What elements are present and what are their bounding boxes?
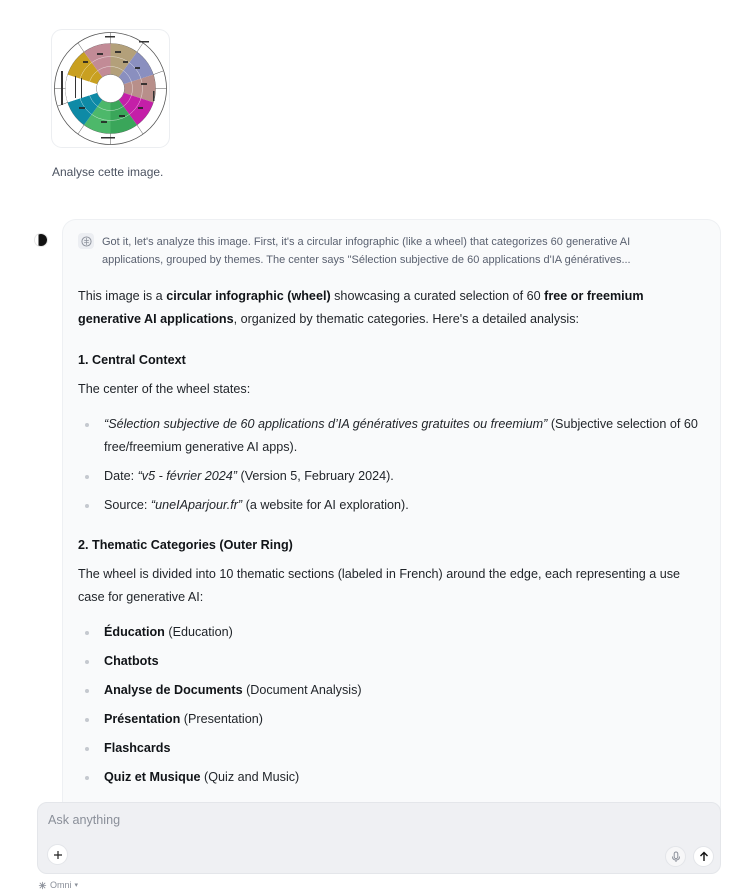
category-name: Éducation bbox=[104, 625, 165, 639]
add-attachment-button[interactable] bbox=[47, 844, 68, 865]
assistant-message bbox=[62, 219, 721, 819]
reasoning-summary[interactable] bbox=[78, 233, 704, 269]
plus-icon bbox=[53, 850, 63, 860]
section-heading-thematic-categories: 2. Thematic Categories (Outer Ring) bbox=[78, 538, 293, 552]
category-name: Analyse de Documents bbox=[104, 683, 243, 697]
category-item bbox=[78, 766, 704, 789]
reasoning-text: Got it, let's analyze this image. First, it's a circular infographic (like a wheel) that categorizes 60 generative AI applications, grouped by themes. The center says "Sélection subjective de 60 applications d'IA génératives... bbox=[102, 236, 631, 266]
category-translation: (Presentation) bbox=[180, 712, 263, 726]
item-text: (a website for AI exploration). bbox=[242, 498, 409, 512]
user-message-text: Analyse cette image. bbox=[52, 165, 164, 179]
intro-text-2: showcasing a curated selection of 60 bbox=[330, 289, 545, 303]
item-text: (Version 5, February 2024). bbox=[237, 469, 394, 483]
list-item bbox=[78, 465, 704, 488]
category-item bbox=[78, 650, 704, 673]
category-translation: (Education) bbox=[164, 625, 233, 639]
attached-image-thumbnail[interactable] bbox=[52, 30, 169, 147]
intro-paragraph bbox=[78, 285, 704, 331]
quote-text: “v5 - février 2024” bbox=[137, 469, 237, 483]
category-item bbox=[78, 679, 704, 702]
section-lead: The center of the wheel states: bbox=[78, 382, 251, 396]
central-context-list bbox=[78, 413, 704, 517]
send-button[interactable] bbox=[693, 846, 714, 867]
arrow-up-icon bbox=[699, 851, 709, 862]
quote-text: “Sélection subjective de 60 applications d’IA génératives gratuites ou freemium” bbox=[104, 417, 548, 431]
assistant-avatar-icon bbox=[35, 234, 47, 246]
model-label: Omni bbox=[50, 880, 72, 890]
quote-text: “uneIAparjour.fr” bbox=[150, 498, 243, 512]
category-name: Quiz et Musique bbox=[104, 770, 201, 784]
category-item bbox=[78, 708, 704, 731]
chevron-down-icon: ▾ bbox=[74, 882, 79, 889]
list-item bbox=[78, 413, 704, 459]
user-message bbox=[52, 30, 169, 179]
intro-bold-1: circular infographic (wheel) bbox=[166, 289, 331, 303]
categories-list bbox=[78, 621, 704, 789]
section-lead: The wheel is divided into 10 thematic sections (labeled in French) around the edge, each representing a use case for generative AI: bbox=[78, 567, 681, 604]
section-heading-central-context: 1. Central Context bbox=[78, 353, 186, 367]
category-item bbox=[78, 621, 704, 644]
intro-bold-2: free or freemium generative AI applications bbox=[78, 289, 644, 326]
message-composer bbox=[37, 802, 721, 874]
category-translation: (Quiz and Music) bbox=[200, 770, 300, 784]
intro-text-1: This image is a bbox=[78, 289, 167, 303]
model-selector[interactable] bbox=[38, 880, 78, 890]
voice-input-button[interactable] bbox=[665, 846, 686, 867]
intro-text-3: , organized by thematic categories. Here's a detailed analysis: bbox=[233, 312, 580, 326]
message-input[interactable] bbox=[48, 813, 648, 827]
category-item bbox=[78, 737, 704, 760]
category-translation: (Document Analysis) bbox=[242, 683, 362, 697]
answer-body bbox=[78, 285, 704, 789]
category-name: Flashcards bbox=[104, 741, 171, 755]
brain-icon bbox=[78, 233, 94, 249]
sparkle-icon bbox=[38, 881, 47, 890]
microphone-icon bbox=[671, 851, 681, 863]
list-item bbox=[78, 494, 704, 517]
item-text: (Subjective selection of 60 free/freemium generative AI apps). bbox=[104, 417, 698, 454]
item-prefix: Source: bbox=[104, 498, 151, 512]
category-name: Chatbots bbox=[104, 654, 159, 668]
item-prefix: Date: bbox=[104, 469, 138, 483]
category-name: Présentation bbox=[104, 712, 181, 726]
wheel-infographic-image bbox=[53, 31, 168, 146]
